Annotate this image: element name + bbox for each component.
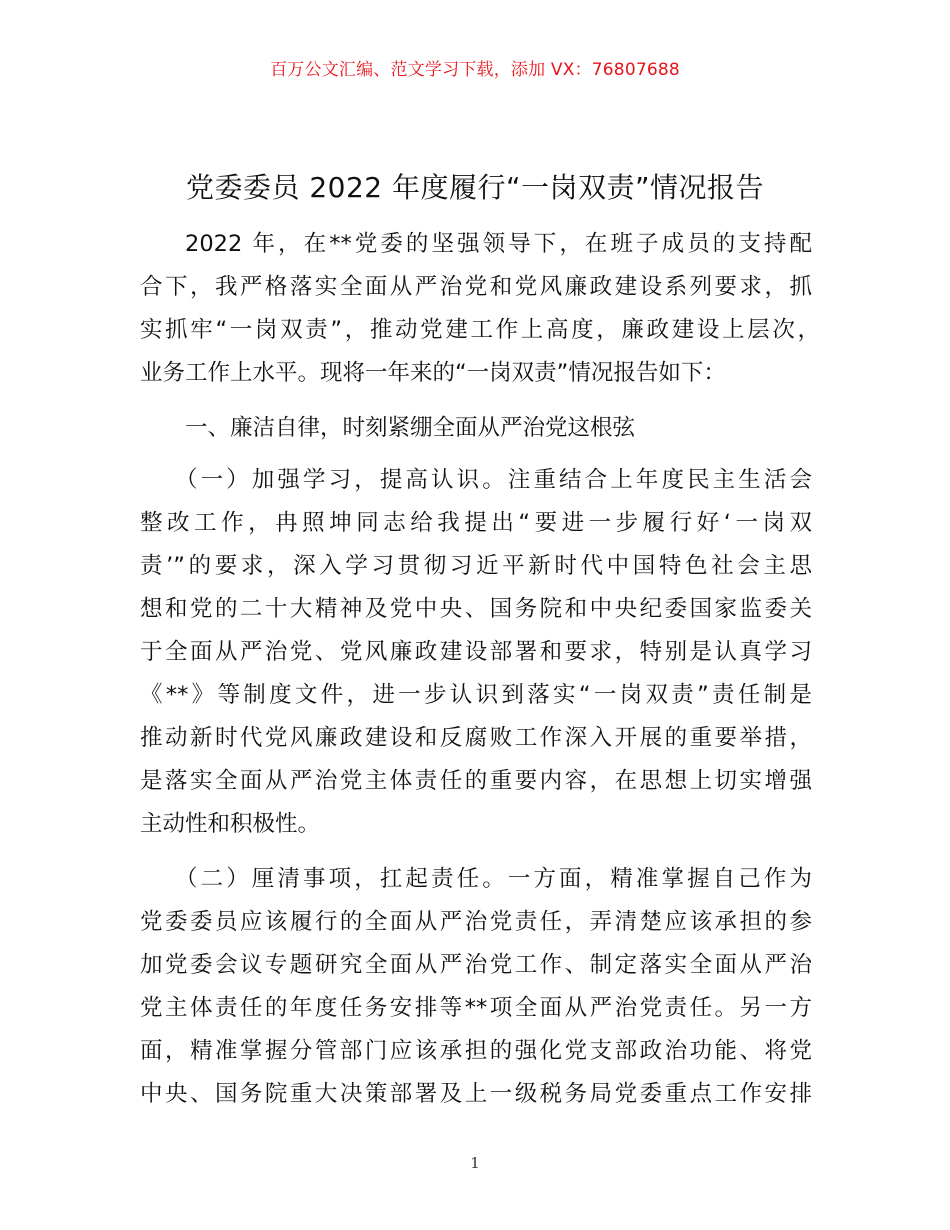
paragraph-line: 《**》等制度文件，进一步认识到落实“一岗双责”责任制是	[140, 682, 812, 708]
paragraph-line: 责’”的要求，深入学习贯彻习近平新时代中国特色社会主思	[140, 553, 812, 579]
paragraph-line: 党主体责任的年度任务安排等**项全面从严治党责任。另一方	[140, 995, 812, 1021]
paragraph-line: 整改工作，冉照坤同志给我提出“要进一步履行好‘一岗双	[140, 510, 812, 536]
paragraph-line: 是落实全面从严治党主体责任的重要内容，在思想上切实增强	[140, 768, 812, 794]
paragraph-line: 中央、国务院重大决策部署及上一级税务局党委重点工作安排	[140, 1081, 812, 1107]
paragraph-line: 加党委会议专题研究全面从严治党工作、制定落实全面从严治	[140, 952, 812, 978]
paragraph-line: 面，精准掌握分管部门应该承担的强化党支部政治功能、将党	[140, 1038, 812, 1064]
paragraph-line: （二）厘清事项，扛起责任。一方面，精准掌握自己作为	[175, 866, 812, 892]
paragraph-line: 于全面从严治党、党风廉政建设部署和要求，特别是认真学习	[140, 639, 812, 665]
paragraph-line: 想和党的二十大精神及党中央、国务院和中央纪委国家监委关	[140, 596, 812, 622]
document-title: 党委委员 2022 年度履行“一岗双责”情况报告	[185, 171, 765, 204]
paragraph-line: （一）加强学习，提高认识。注重结合上年度民主生活会	[175, 467, 812, 493]
paragraph-line: 2022 年，在**党委的坚强领导下，在班子成员的支持配	[185, 231, 812, 257]
paragraph-line: 合下，我严格落实全面从严治党和党风廉政建设系列要求，抓	[140, 274, 812, 300]
paragraph-line: 推动新时代党风廉政建设和反腐败工作深入开展的重要举措，	[140, 725, 812, 751]
paragraph-line: 党委委员应该履行的全面从严治党责任，弄清楚应该承担的参	[140, 909, 812, 935]
paragraph-line: 实抓牢“一岗双责”，推动党建工作上高度，廉政建设上层次，	[140, 317, 820, 343]
page-number: 1	[470, 1154, 480, 1172]
paragraph-line: 业务工作上水平。现将一年来的“一岗双责”情况报告如下：	[140, 360, 726, 386]
watermark-header: 百万公文汇编、范文学习下载，添加 VX：76807688	[270, 60, 680, 80]
paragraph-line: 主动性和积极性。	[140, 811, 321, 837]
section-heading: 一、廉洁自律，时刻紧绷全面从严治党这根弦	[185, 415, 636, 441]
